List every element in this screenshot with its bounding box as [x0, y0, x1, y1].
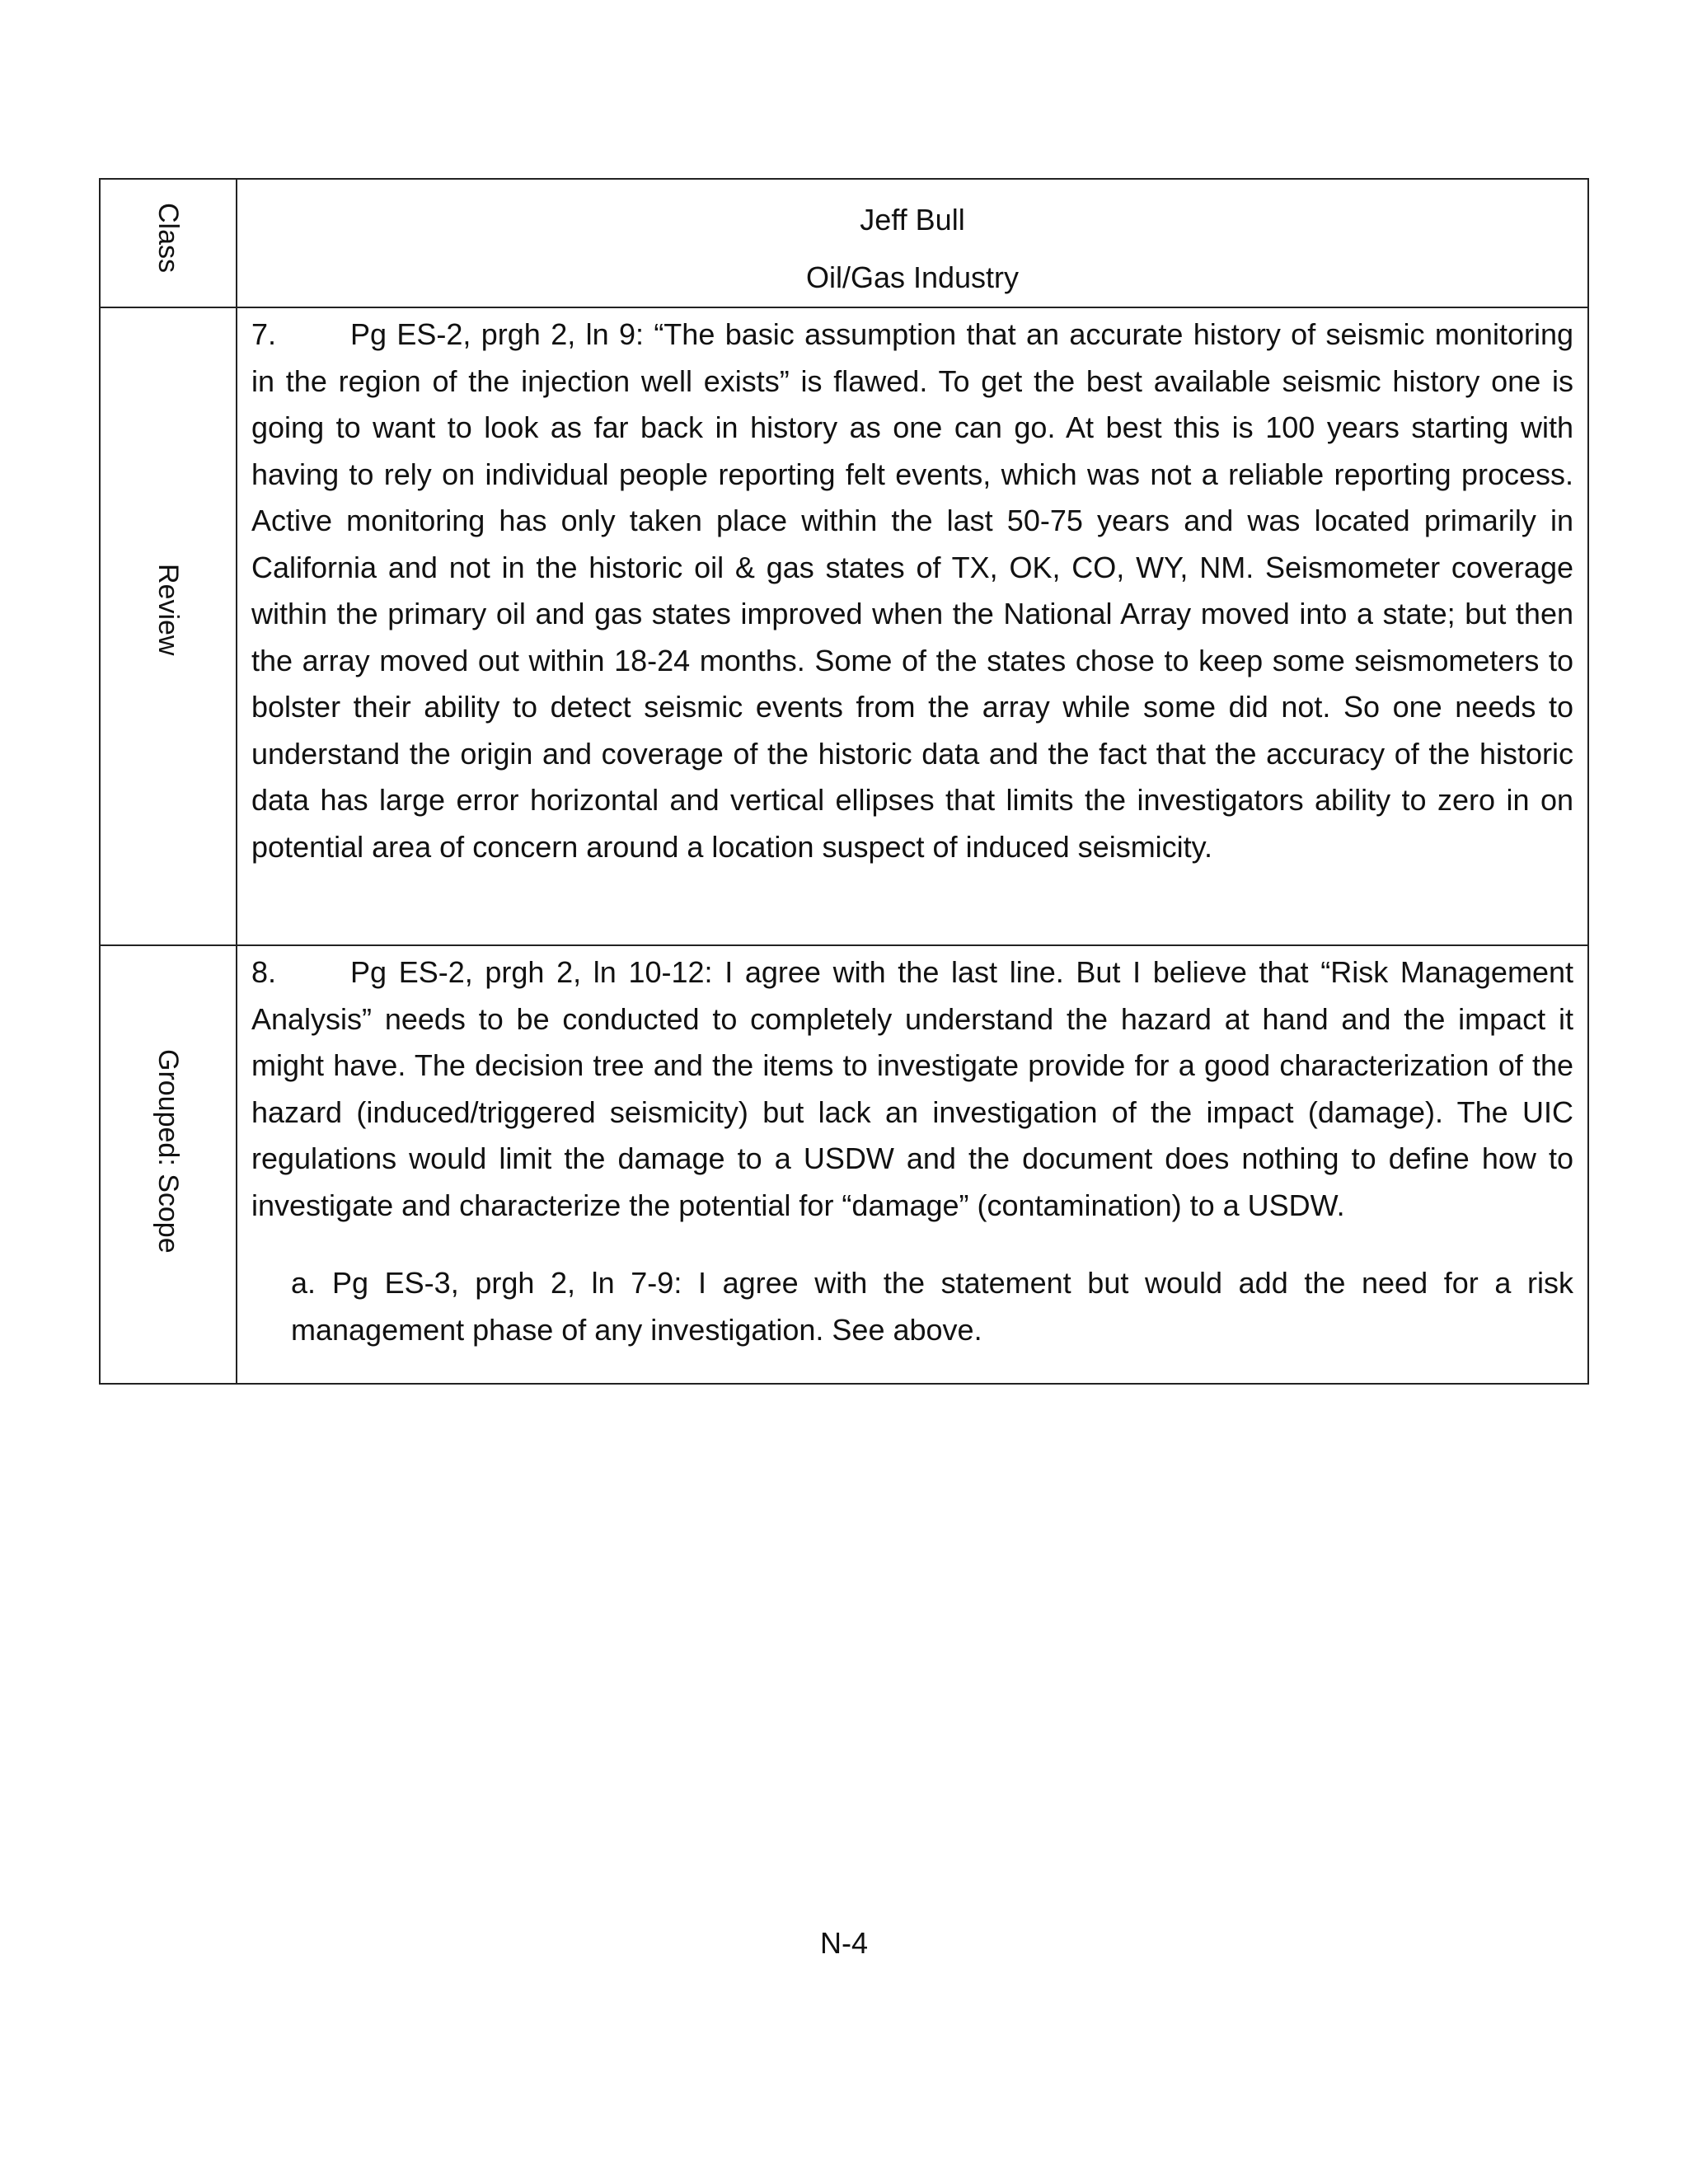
- scope-label: Grouped: Scope: [152, 1049, 184, 1254]
- table-row: [100, 945, 1588, 1384]
- scope-label-cell: [100, 945, 237, 1384]
- table-header-row: [100, 179, 1588, 307]
- comment-cell: [237, 945, 1588, 1384]
- class-label: Class: [152, 203, 184, 274]
- commenter-cell: [237, 179, 1588, 307]
- review-label: Review: [152, 564, 184, 656]
- class-label-cell: [100, 179, 237, 307]
- comment-table: [99, 178, 1589, 1385]
- commenter-name: Jeff Bull: [860, 203, 965, 237]
- comment-number: 8.: [251, 955, 277, 989]
- table-row: [100, 307, 1588, 945]
- commenter-organization: Oil/Gas Industry: [805, 260, 1020, 294]
- comment-text: Pg ES-2, prgh 2, ln 10-12: I agree with the last line. But I believe that “Risk Management Analysis” needs to be conducted to completely understand the hazard at hand and the impact it might have. The decision tree and the items to investigate provide for a good characterization of the hazard (induced/triggered seismicity) but lack an investigation of the impact (damage). The UIC regulations would limit the damage to a USDW and the document does nothing to define how to investigate and characterize the potential for “damage” (contamination) to a USDW.: [251, 955, 1573, 1222]
- page-number: N-4: [819, 1926, 868, 1960]
- comment-text: Pg ES-2, prgh 2, ln 9: “The basic assumption that an accurate history of seismic monitoring in the region of the injection well exists” is flawed. To get the best available seismic history one is going to want to look as far back in history as one can go. At best this is 100 years starting with having to rely on individual people reporting felt events, which was not a reliable reporting process. Active monitoring has only taken place within the last 50-75 years and was located primarily in California and not in the historic oil & gas states of TX, OK, CO, WY, NM. Seismometer coverage within the primary oil and gas states improved when the National Array moved into a state; but then the array moved out within 18-24 months. Some of the states chose to keep some seismometers to bolster their ability to detect seismic events from the array while some did not. So one needs to understand the origin and coverage of the historic data and the fact that the accuracy of the historic data has large error horizontal and vertical ellipses that limits the investigators ability to zero in on potential area of concern around a location suspect of induced seismicity.: [251, 317, 1573, 864]
- comment-number: 7.: [251, 317, 277, 351]
- comment-paragraph: [251, 312, 1573, 870]
- sub-comment-paragraph: [291, 1260, 1573, 1353]
- sub-comment-text: Pg ES-3, prgh 2, ln 7-9: I agree with the statement but would add the need for a risk management phase of any investigation. See above.: [291, 1266, 1573, 1347]
- comment-cell: [237, 307, 1588, 945]
- comment-paragraph: [251, 949, 1573, 1229]
- review-label-cell: [100, 307, 237, 945]
- sub-comment-number: a.: [291, 1266, 316, 1300]
